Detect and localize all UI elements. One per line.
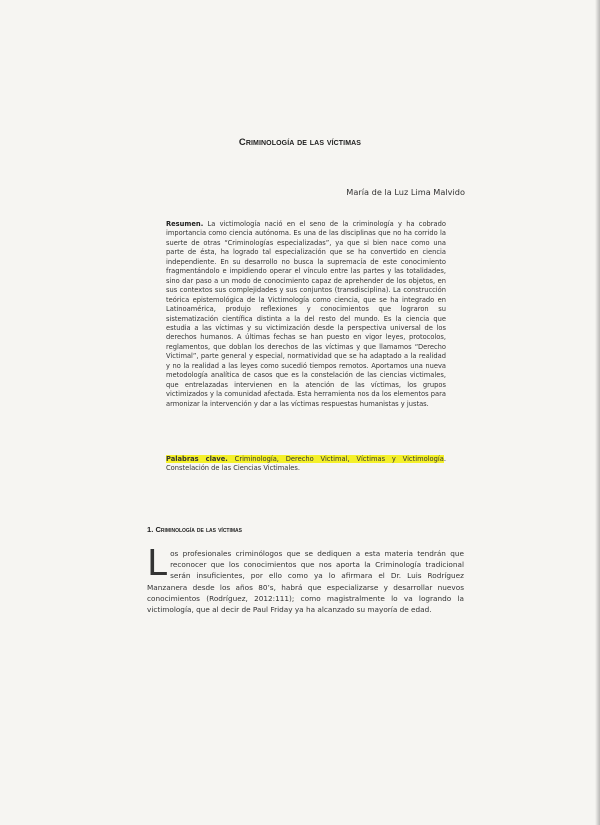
section-paragraph <box>147 543 464 615</box>
keywords <box>166 455 446 474</box>
author-name: María de la Luz Lima Malvido <box>346 187 465 197</box>
abstract-text: La victimología nació en el seno de la criminología y ha cobrado importancia como ciencia autónoma. Es una de las disciplinas que no ha corrido la suerte de otras “Criminologías especializadas”, ya que si bien nace como una parte de ésta, ha logrado tal especialización que se ha convertido en ciencia independiente. En su desarrollo no busca la supremacía de este conocimiento fragmentándolo e impidiendo operar el vínculo entre las partes y las totalidades, sino dar paso a un modo de conocimiento capaz de aprehender de los objetos, en sus contextos sus complejidades y sus conjuntos (transdisciplina). La construcción teórica epistemológica de la Victimología como ciencia, que se ha integrado en Latinoamérica, produjo reflexiones y conocimientos que lograron su sistematización científica distinta a la del resto del mundo. Es la ciencia que estudia a las víctimas y su victimización desde la perspectiva universal de los derechos humanos. A últimas fechas se han puesto en vigor leyes, protocolos, reglamentos, que doblan los derechos de las víctimas y que llamamos “Derecho Victimal”, parte general y especial, normatividad que se ha adaptado a la realidad y no la realidad a las leyes como sucedió tiempos remotos. Aportamos una nueva metodología analítica de casos que es la constelación de las ciencias victimales, que entrelazadas intervienen en la atención de las víctimas, los grupos victimizados y la comunidad afectada. Esta herramienta nos da los elementos para armonizar la intervención y dar a las víctimas respuestas humanistas y justas. <box>166 220 446 408</box>
keywords-label: Palabras clave. <box>166 455 228 463</box>
section-heading: 1. Criminología de las víctimas <box>147 525 242 534</box>
abstract <box>166 220 446 409</box>
keywords-rest: . Constelación de las Ciencias Victimales. <box>166 455 446 473</box>
scan-edge-shadow <box>595 0 600 825</box>
abstract-label: Resumen. <box>166 220 204 228</box>
document-title: Criminología de las víctimas <box>238 137 362 148</box>
paragraph-text: os profesionales criminólogos que se dediquen a esta materia tendrán que reconocer que los conocimientos que nos aporta la Criminología tradicional serán insuficientes, por ello como ya lo afirmara el Dr. Luis Rodríguez Manzanera desde los años 80’s, habrá que especializarse y desarrollar nuevos conocimientos (Rodríguez, 2012:111); como magistralmente lo va logrando la victimología, que al decir de Paul Friday ya ha alcanzado su mayoría de edad. <box>147 549 464 615</box>
drop-cap: L <box>147 543 168 584</box>
keywords-highlight <box>166 455 444 463</box>
keywords-highlighted-terms: Criminología, Derecho Victimal, Víctimas y Victimología <box>227 455 444 463</box>
